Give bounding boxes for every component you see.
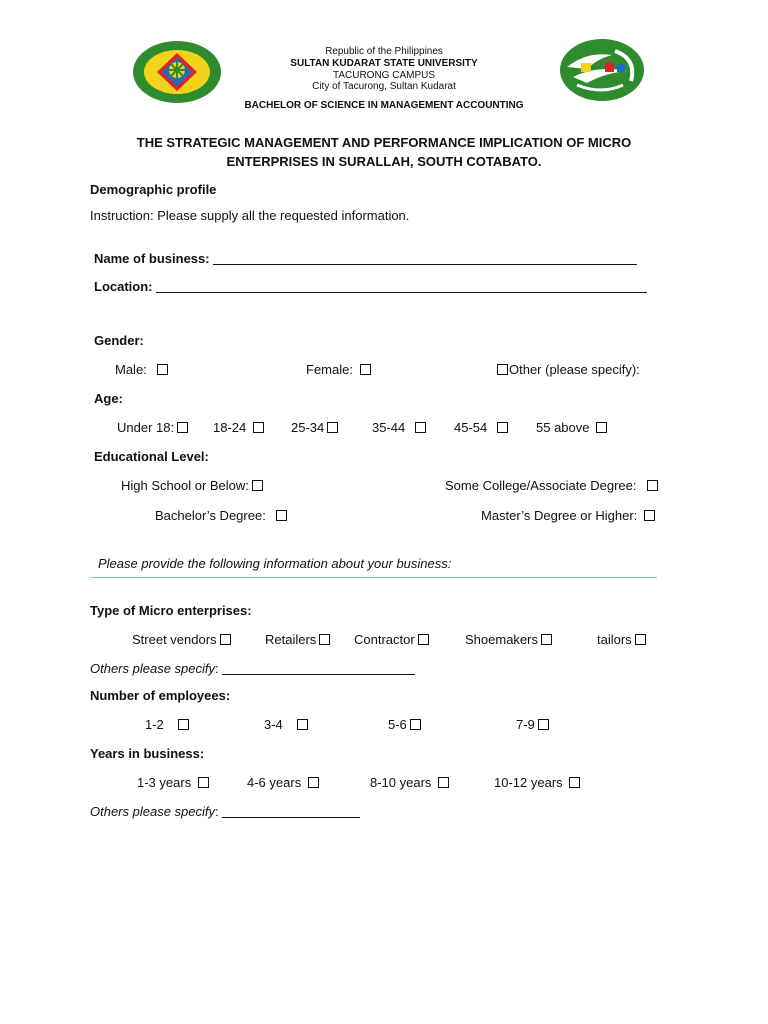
enterprise-others-input[interactable] [222, 674, 415, 675]
enterprise-type-label: Type of Micro enterprises: [90, 603, 252, 618]
campus-name: TACURONG CAMPUS [332, 70, 436, 81]
employees-option [388, 717, 421, 732]
years-8-10-checkbox[interactable] [438, 777, 449, 788]
enterprise-type-option-label: Retailers [265, 632, 317, 647]
gender-female-label: Female: [306, 362, 353, 377]
program-name: BACHELOR OF SCIENCE IN MANAGEMENT ACCOUNTING [244, 100, 524, 111]
education-high-school-checkbox[interactable] [252, 480, 263, 491]
employees-option-label: 3-4 [264, 717, 283, 732]
employees-1-2-checkbox[interactable] [178, 719, 189, 730]
age-option-label: 25-34 [291, 420, 325, 435]
age-25-34-checkbox[interactable] [327, 422, 338, 433]
location-input[interactable] [156, 292, 647, 293]
instruction-text: Instruction: Please supply all the requested information. [90, 208, 410, 223]
employees-7-9-checkbox[interactable] [538, 719, 549, 730]
gender-male-checkbox[interactable] [157, 364, 168, 375]
university-seal-logo [131, 40, 223, 104]
enterprise-others-label: Others please specify [90, 661, 216, 676]
location-label: Location: [94, 279, 153, 294]
age-45-54-checkbox[interactable] [497, 422, 508, 433]
age-option [213, 420, 264, 435]
age-option [291, 420, 338, 435]
city-line: City of Tacurong, Sultan Kudarat [312, 81, 456, 92]
employees-option [516, 717, 549, 732]
gender-female-checkbox[interactable] [360, 364, 371, 375]
years-option-label: 10-12 years [494, 775, 563, 790]
age-option-label: Under 18: [117, 420, 175, 435]
age-option [454, 420, 508, 435]
years-others-label: Others please specify [90, 804, 216, 819]
gender-other-label: Other (please specify): [509, 362, 640, 377]
enterprise-type-option-label: tailors [597, 632, 632, 647]
education-some-college-label: Some College/Associate Degree: [445, 478, 637, 493]
education-master-label: Master’s Degree or Higher: [481, 508, 638, 523]
age-option-label: 18-24 [213, 420, 247, 435]
gender-male-label: Male: [115, 362, 147, 377]
survey-title-line1: THE STRATEGIC MANAGEMENT AND PERFORMANCE IMPLICATION OF MICRO [136, 135, 632, 150]
republic-line: Republic of the Philippines [325, 46, 443, 57]
employees-3-4-checkbox[interactable] [297, 719, 308, 730]
years-10-12-checkbox[interactable] [569, 777, 580, 788]
years-4-6-checkbox[interactable] [308, 777, 319, 788]
age-option [117, 420, 188, 435]
years-others-input[interactable] [222, 817, 360, 818]
gender-female-option [306, 362, 371, 377]
years-option-label: 1-3 years [137, 775, 192, 790]
enterprise-type-option-label: Street vendors [132, 632, 217, 647]
gender-male-option [115, 362, 168, 377]
retailers-checkbox[interactable] [319, 634, 330, 645]
enterprise-type-option [132, 632, 231, 647]
years-option [370, 775, 449, 790]
years-1-3-checkbox[interactable] [198, 777, 209, 788]
years-option-label: 8-10 years [370, 775, 432, 790]
employees-option [264, 717, 308, 732]
employees-option-label: 7-9 [516, 717, 535, 732]
employees-option-label: 1-2 [145, 717, 164, 732]
employees-option [145, 717, 189, 732]
age-option [536, 420, 607, 435]
section-divider [90, 577, 657, 578]
survey-title-line2: ENTERPRISES IN SURALLAH, SOUTH COTABATO. [226, 154, 542, 169]
gender-label: Gender: [94, 333, 144, 348]
contractor-checkbox[interactable] [418, 634, 429, 645]
education-bachelor-option [155, 508, 287, 523]
gender-other-checkbox[interactable] [497, 364, 508, 375]
years-option [247, 775, 319, 790]
name-of-business-label: Name of business: [94, 251, 210, 266]
age-55-above-checkbox[interactable] [596, 422, 607, 433]
education-some-college-checkbox[interactable] [647, 480, 658, 491]
enterprise-type-option-label: Contractor [354, 632, 415, 647]
demographic-heading: Demographic profile [90, 182, 217, 197]
university-name: SULTAN KUDARAT STATE UNIVERSITY [290, 58, 478, 69]
education-some-college-option [445, 478, 658, 493]
age-18-24-checkbox[interactable] [253, 422, 264, 433]
years-option-label: 4-6 years [247, 775, 302, 790]
enterprise-type-option [265, 632, 330, 647]
enterprise-type-option [465, 632, 552, 647]
enterprise-type-option [354, 632, 429, 647]
shoemakers-checkbox[interactable] [541, 634, 552, 645]
gender-other-option [497, 362, 640, 377]
education-bachelor-label: Bachelor’s Degree: [155, 508, 266, 523]
years-label: Years in business: [90, 746, 205, 761]
employees-5-6-checkbox[interactable] [410, 719, 421, 730]
employees-option-label: 5-6 [388, 717, 407, 732]
age-option-label: 45-54 [454, 420, 488, 435]
years-option [137, 775, 209, 790]
name-of-business-input[interactable] [213, 264, 637, 265]
enterprise-others-row: Others please specify: [90, 661, 415, 676]
age-35-44-checkbox[interactable] [415, 422, 426, 433]
years-others-row: Others please specify: [90, 804, 360, 819]
education-high-school-option [121, 478, 263, 493]
name-of-business-row [94, 251, 637, 266]
education-label: Educational Level: [94, 449, 209, 464]
street-vendors-checkbox[interactable] [220, 634, 231, 645]
education-master-checkbox[interactable] [644, 510, 655, 521]
age-option [372, 420, 426, 435]
years-option [494, 775, 580, 790]
age-option-label: 55 above [536, 420, 590, 435]
employees-label: Number of employees: [90, 688, 231, 703]
education-master-option [481, 508, 655, 523]
education-high-school-label: High School or Below: [121, 478, 249, 493]
age-option-label: 35-44 [372, 420, 406, 435]
age-under18-checkbox[interactable] [177, 422, 188, 433]
tailors-checkbox[interactable] [635, 634, 646, 645]
business-intro-text: Please provide the following information about your business: [98, 556, 452, 571]
education-bachelor-checkbox[interactable] [276, 510, 287, 521]
age-label: Age: [94, 391, 123, 406]
college-logo [557, 37, 647, 103]
enterprise-type-option [597, 632, 646, 647]
enterprise-type-option-label: Shoemakers [465, 632, 538, 647]
location-row [94, 279, 647, 294]
